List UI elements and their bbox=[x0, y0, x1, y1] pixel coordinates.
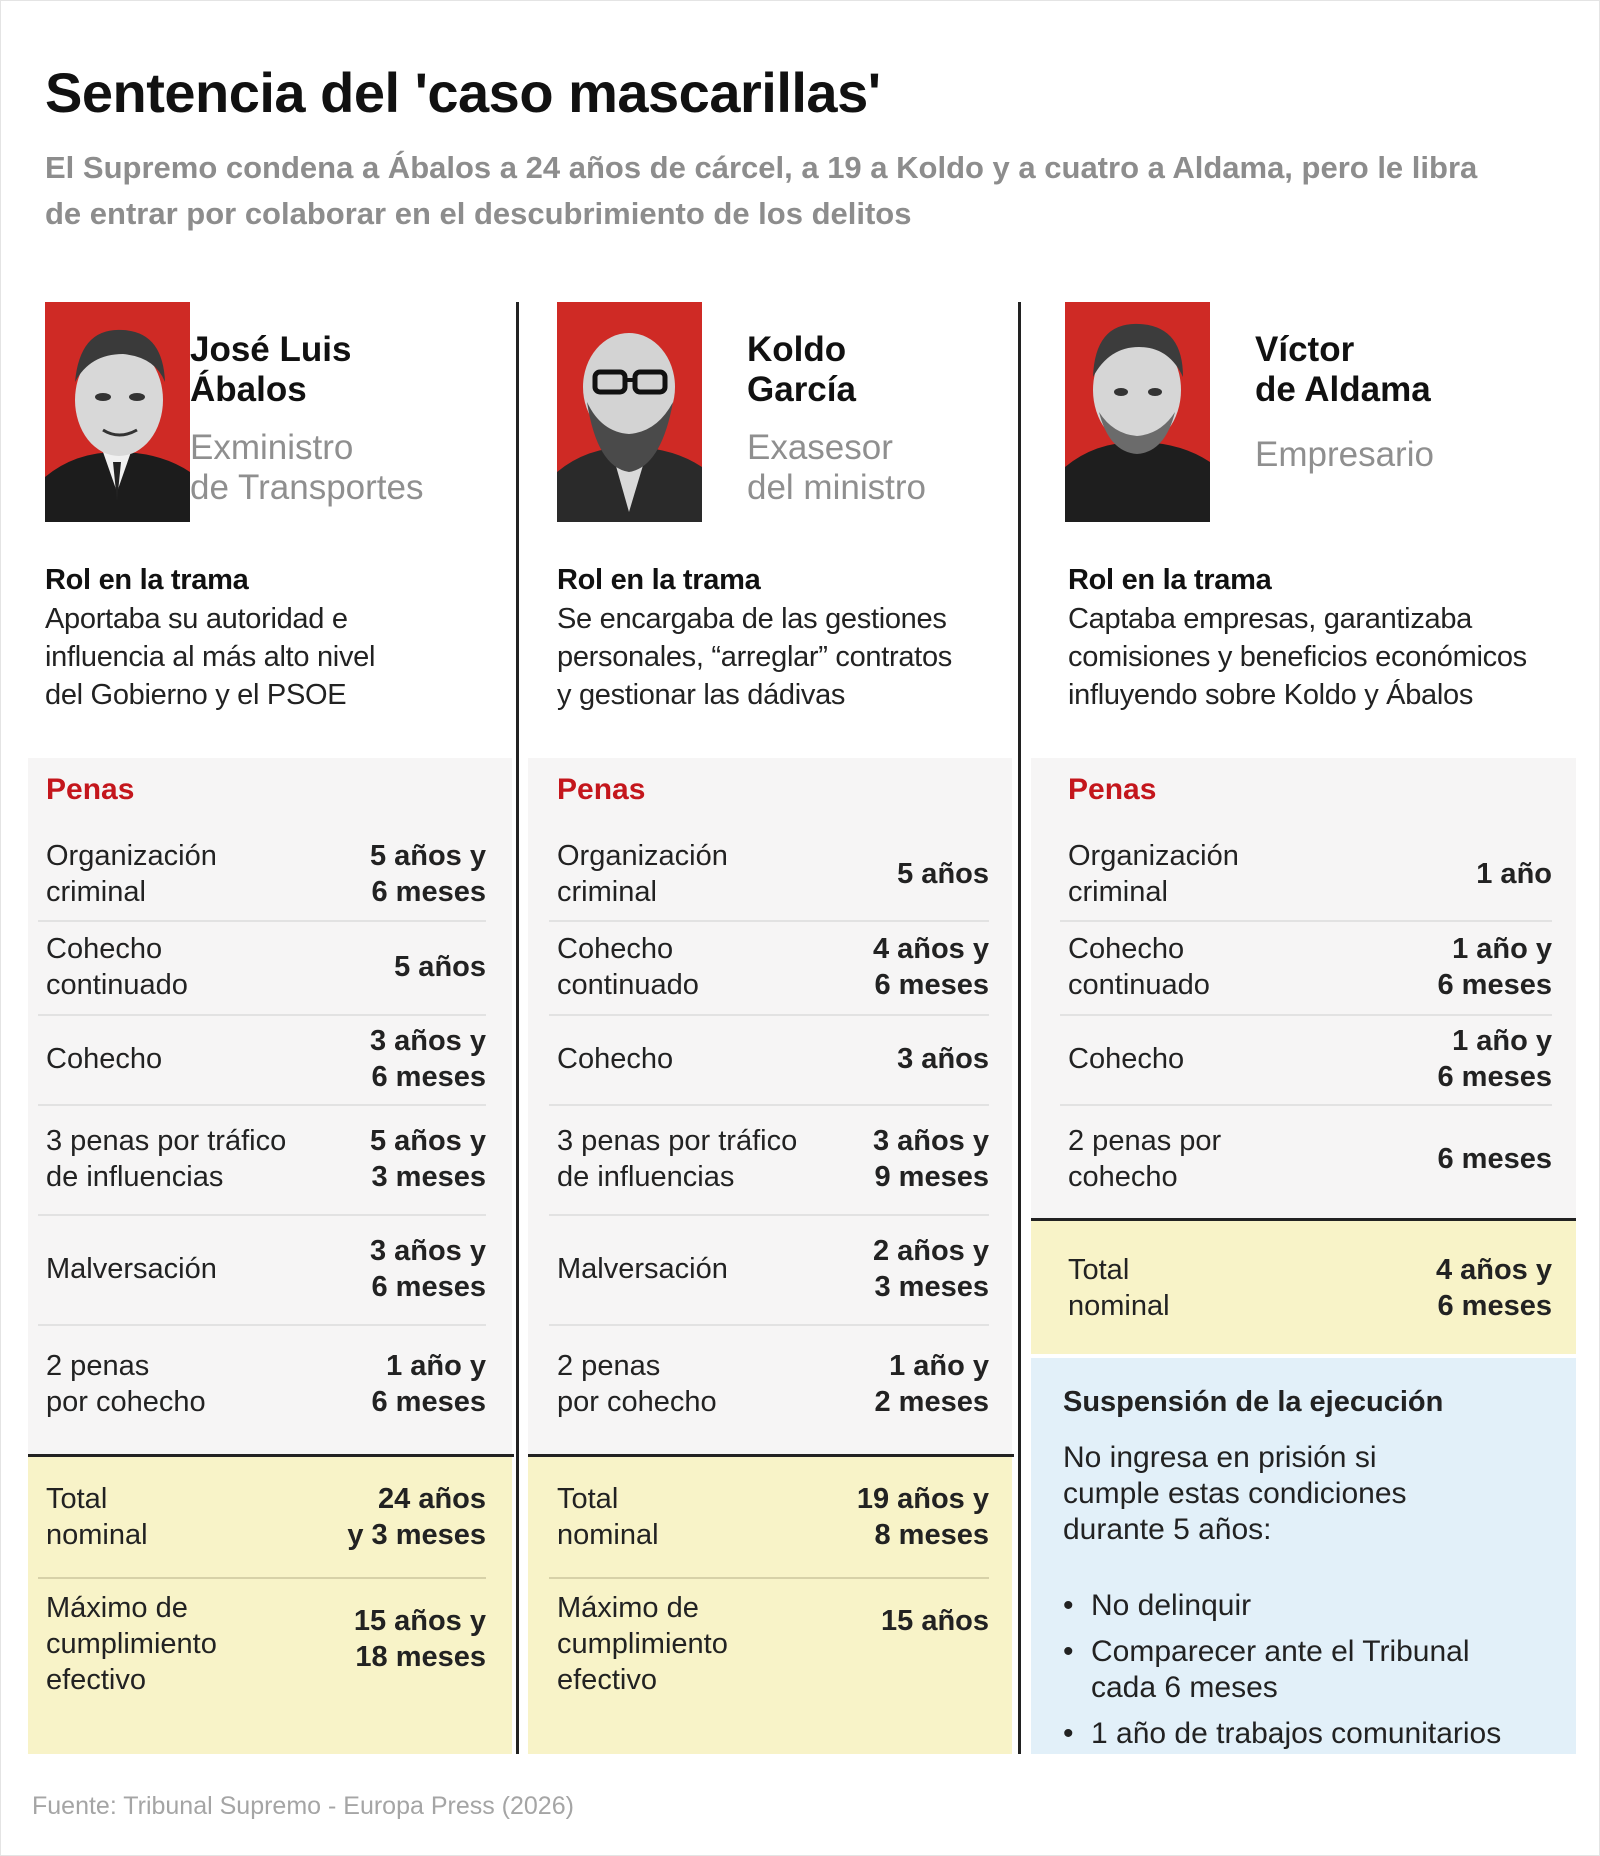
pena-value: 1 año y 6 meses bbox=[371, 1350, 486, 1418]
suspension-intro: No ingresa en prisión si cumple estas condiciones durante 5 años: bbox=[1063, 1441, 1407, 1546]
total-value: 4 años y 6 meses bbox=[1435, 1253, 1552, 1322]
suspension-title: Suspensión de la ejecución bbox=[1063, 1386, 1444, 1418]
name-line: Koldo bbox=[747, 330, 847, 369]
rol-title: Rol en la trama bbox=[1068, 564, 1272, 596]
rol-line: y gestionar las dádivas bbox=[557, 679, 846, 711]
name-line: Ábalos bbox=[190, 370, 307, 409]
total-label: Total nominal bbox=[46, 1483, 148, 1551]
total-value: 19 años y 8 meses bbox=[856, 1483, 989, 1551]
pena-label: Cohecho continuado bbox=[557, 933, 699, 1001]
pena-value: 4 años y 6 meses bbox=[872, 933, 989, 1001]
post-line: Exasesor bbox=[747, 428, 893, 467]
pena-value: 1 año y 6 meses bbox=[1437, 1025, 1552, 1093]
pena-value: 1 año y 2 meses bbox=[874, 1350, 989, 1418]
rol-line: personales, “arreglar” contratos bbox=[557, 641, 952, 673]
pena-value: 3 años y 6 meses bbox=[369, 1235, 486, 1303]
pena-value: 1 año bbox=[1476, 858, 1552, 890]
rol-line: Captaba empresas, garantizaba bbox=[1068, 603, 1472, 635]
pena-label: Malversación bbox=[46, 1253, 217, 1285]
person-name bbox=[190, 330, 351, 410]
name-line: José Luis bbox=[190, 330, 352, 369]
portrait-koldo bbox=[557, 302, 702, 522]
portrait-koldo-image bbox=[557, 302, 702, 522]
rol-line: Se encargaba de las gestiones bbox=[557, 603, 947, 635]
pena-label: 2 penas por cohecho bbox=[46, 1350, 206, 1418]
penas-title: Penas bbox=[46, 773, 135, 806]
pena-row bbox=[549, 1214, 989, 1326]
rol-title: Rol en la trama bbox=[557, 564, 761, 596]
rol-text bbox=[557, 600, 952, 714]
total-row bbox=[549, 1457, 989, 1577]
pena-label: Cohecho bbox=[557, 1043, 674, 1075]
person-name bbox=[1255, 330, 1431, 410]
total-value: 24 años y 3 meses bbox=[347, 1483, 486, 1551]
pena-label: Organización criminal bbox=[46, 840, 217, 908]
pena-label: Malversación bbox=[557, 1253, 728, 1285]
name-line: García bbox=[747, 370, 856, 409]
max-row bbox=[549, 1579, 989, 1709]
max-label: Máximo de cumplimiento efectivo bbox=[46, 1592, 217, 1696]
pena-value: 5 años bbox=[897, 858, 989, 890]
rol-line: influencia al más alto nivel bbox=[45, 641, 376, 673]
total-label: Total nominal bbox=[557, 1483, 659, 1551]
pena-value: 5 años y 3 meses bbox=[369, 1125, 486, 1193]
post-line: Exministro bbox=[190, 428, 354, 467]
column-divider bbox=[1018, 302, 1021, 1754]
rol-line: influyendo sobre Koldo y Ábalos bbox=[1068, 679, 1474, 711]
pena-row bbox=[549, 920, 989, 1016]
pena-label: Organización criminal bbox=[557, 840, 728, 908]
pena-row bbox=[549, 1014, 989, 1106]
column-divider bbox=[516, 302, 519, 1754]
pena-label: 2 penas por cohecho bbox=[1068, 1125, 1222, 1193]
suspension-panel: Suspensión de la ejecución No ingresa en prisión si cumple estas condiciones durante 5 años: • No delinquir • Comparecer ante el Tribunal cada 6 meses • 1 año de trabajos comunitarios bbox=[1031, 1358, 1576, 1754]
rol-line: comisiones y beneficios económicos bbox=[1068, 641, 1527, 673]
bullet-dot-icon: • bbox=[1063, 1717, 1074, 1750]
portrait-abalos-image bbox=[45, 302, 190, 522]
pena-row bbox=[549, 1324, 989, 1444]
pena-row bbox=[1060, 828, 1552, 922]
page-subtitle: El Supremo condena a Ábalos a 24 años de cárcel, a 19 a Koldo y a cuatro a Aldama, pero le libra de entrar por colaborar en el descubrimiento de los delitos bbox=[45, 150, 1478, 231]
pena-label: Cohecho continuado bbox=[46, 933, 188, 1001]
total-label: Total nominal bbox=[1068, 1253, 1170, 1322]
pena-row bbox=[1060, 1014, 1552, 1106]
total-row bbox=[38, 1457, 486, 1577]
rol-title: Rol en la trama bbox=[45, 564, 249, 596]
max-row bbox=[38, 1579, 486, 1709]
person-post bbox=[190, 428, 423, 508]
pena-row bbox=[38, 828, 486, 922]
total-row bbox=[1060, 1221, 1552, 1354]
bullet-dot-icon: • bbox=[1063, 1635, 1074, 1668]
page-title: Sentencia del 'caso mascarillas' bbox=[45, 61, 881, 124]
post-line: del ministro bbox=[747, 468, 926, 507]
penas-panel bbox=[528, 758, 1012, 1454]
name-line: Víctor bbox=[1255, 330, 1355, 369]
post-line: Empresario bbox=[1255, 435, 1434, 474]
total-panel bbox=[28, 1457, 512, 1754]
rol-text bbox=[1068, 600, 1527, 714]
person-name bbox=[747, 330, 856, 410]
portrait-aldama-image bbox=[1065, 302, 1210, 522]
pena-label: 3 penas por tráfico de influencias bbox=[557, 1125, 798, 1193]
penas-title: Penas bbox=[1068, 773, 1157, 806]
pena-value: 3 años bbox=[897, 1043, 989, 1075]
pena-row bbox=[38, 920, 486, 1016]
pena-label: 3 penas por tráfico de influencias bbox=[46, 1125, 287, 1193]
pena-value: 5 años y 6 meses bbox=[369, 840, 486, 908]
post-line: de Transportes bbox=[190, 468, 424, 507]
pena-value: 6 meses bbox=[1437, 1143, 1552, 1175]
total-panel bbox=[528, 1457, 1012, 1754]
person-post bbox=[747, 428, 926, 508]
pena-value: 5 años bbox=[394, 951, 486, 983]
pena-row bbox=[38, 1014, 486, 1106]
pena-label: Cohecho continuado bbox=[1068, 933, 1210, 1001]
penas-title: Penas bbox=[557, 773, 646, 806]
pena-label: Organización criminal bbox=[1068, 840, 1239, 908]
pena-row bbox=[38, 1324, 486, 1444]
penas-panel bbox=[1031, 758, 1576, 1222]
person-post bbox=[1255, 435, 1434, 475]
portrait-aldama bbox=[1065, 302, 1210, 522]
pena-label: Cohecho bbox=[46, 1043, 163, 1075]
portrait-abalos bbox=[45, 302, 190, 522]
pena-value: 3 años y 9 meses bbox=[872, 1125, 989, 1193]
rol-text bbox=[45, 600, 375, 714]
pena-row bbox=[38, 1104, 486, 1216]
rol-line: Aportaba su autoridad e bbox=[45, 603, 348, 635]
pena-label: 2 penas por cohecho bbox=[557, 1350, 717, 1418]
pena-row bbox=[549, 828, 989, 922]
rol-line: del Gobierno y el PSOE bbox=[45, 679, 347, 711]
pena-value: 2 años y 3 meses bbox=[872, 1235, 989, 1303]
pena-row bbox=[549, 1104, 989, 1216]
pena-label: Cohecho bbox=[1068, 1043, 1185, 1075]
bullet-dot-icon: • bbox=[1063, 1589, 1074, 1622]
pena-row bbox=[1060, 920, 1552, 1016]
pena-value: 3 años y 6 meses bbox=[369, 1025, 486, 1093]
total-panel bbox=[1031, 1221, 1576, 1354]
max-value: 15 años y 18 meses bbox=[353, 1605, 486, 1673]
pena-value: 1 año y 6 meses bbox=[1437, 933, 1552, 1001]
max-value: 15 años bbox=[881, 1605, 989, 1637]
source-note: Fuente: Tribunal Supremo - Europa Press (2026) bbox=[32, 1792, 574, 1820]
pena-row bbox=[1060, 1104, 1552, 1214]
name-line: de Aldama bbox=[1255, 370, 1431, 409]
pena-row bbox=[38, 1214, 486, 1326]
penas-panel bbox=[28, 758, 512, 1454]
max-label: Máximo de cumplimiento efectivo bbox=[557, 1592, 728, 1696]
